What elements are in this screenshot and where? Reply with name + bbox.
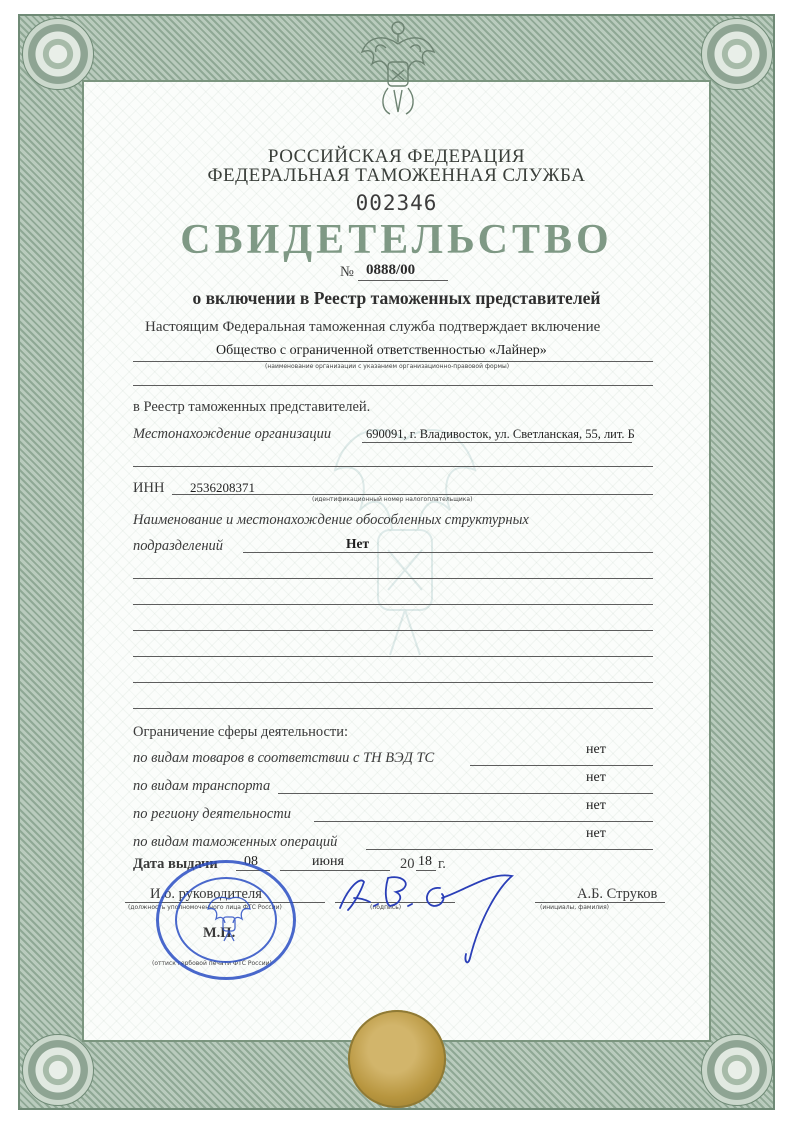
serial-number: 002346 — [355, 191, 438, 215]
intro-text: Настоящим Федеральная таможенная служба подтверждает включение — [145, 319, 601, 335]
location-value: 690091, г. Владивосток, ул. Светланская, 55, лит. Б — [366, 427, 635, 441]
restriction-region-value: нет — [586, 798, 606, 813]
branches-value: Нет — [346, 536, 370, 551]
restriction-goods-underline — [470, 765, 653, 766]
issue-month: июня — [312, 854, 344, 869]
seal-place-label: М.П. — [203, 925, 236, 941]
restriction-operations-label: по видам таможенных операций — [133, 834, 338, 850]
issue-year-suffix: 18 — [418, 854, 432, 869]
restriction-goods-value: нет — [586, 742, 606, 757]
location-underline — [362, 442, 632, 443]
double-headed-eagle-emblem-icon — [358, 18, 438, 118]
inn-underline — [172, 494, 653, 495]
issue-year-prefix: 20 — [400, 856, 415, 872]
certificate-number: 0888/00 — [366, 262, 416, 278]
restriction-transport-value: нет — [586, 770, 606, 785]
issue-year-unit: г. — [438, 856, 446, 872]
branches-underline — [243, 552, 653, 553]
inn-hint: (идентификационный номер налогоплательщика) — [312, 496, 473, 503]
handwritten-signature — [330, 858, 530, 968]
position-hint: (должность уполномоченного лица ФТС России) — [128, 904, 282, 911]
blank-line — [133, 656, 653, 657]
branches-label-line1: Наименование и местонахождение обособленных структурных — [133, 512, 529, 528]
inn-value: 2536208371 — [190, 480, 255, 495]
number-underline — [358, 280, 448, 281]
header-service-name: ФЕДЕРАЛЬНАЯ ТАМОЖЕННАЯ СЛУЖБА — [207, 165, 586, 186]
org-name-underline — [133, 361, 653, 362]
restriction-transport-underline — [278, 793, 653, 794]
restrictions-heading: Ограничение сферы деятельности: — [133, 724, 349, 740]
gold-seal-icon — [348, 1010, 446, 1108]
location-label: Местонахождение организации — [133, 426, 332, 442]
restriction-goods-label: по видам товаров в соответствии с ТН ВЭД ТС — [133, 750, 435, 766]
restriction-operations-underline — [366, 849, 653, 850]
name-hint: (инициалы, фамилия) — [540, 904, 610, 911]
issue-date-label: Дата выдачи — [133, 856, 218, 872]
restriction-transport-label: по видам транспорта — [133, 778, 271, 794]
blank-line — [133, 630, 653, 631]
registry-text: в Реестр таможенных представителей. — [133, 399, 371, 415]
signatory-position: И.о. руководителя — [150, 886, 262, 902]
blank-line — [133, 708, 653, 709]
inn-label: ИНН — [133, 480, 165, 496]
location-underline-2 — [133, 466, 653, 467]
restriction-operations-value: нет — [586, 826, 606, 841]
issue-day: 08 — [244, 854, 258, 869]
restriction-region-underline — [314, 821, 653, 822]
official-stamp-icon — [156, 860, 296, 980]
branches-label-line2: подразделений — [133, 538, 224, 554]
seal-place-hint: (оттиск гербовой печати ФТС России) — [152, 960, 272, 967]
corner-rosette-icon — [701, 1034, 773, 1106]
header-state-name: РОССИЙСКАЯ ФЕДЕРАЦИЯ — [267, 146, 526, 167]
blank-line — [133, 578, 653, 579]
corner-rosette-icon — [701, 18, 773, 90]
document-subtitle: о включении в Реестр таможенных представителей — [192, 288, 601, 308]
document-title: СВИДЕТЕЛЬСТВО — [180, 217, 613, 263]
signatory-name: А.Б. Струков — [577, 886, 658, 902]
corner-rosette-icon — [22, 1034, 94, 1106]
restriction-region-label: по региону деятельности — [133, 806, 291, 822]
blank-line — [133, 682, 653, 683]
org-name-hint: (наименование организации с указанием организационно-правовой формы) — [265, 363, 510, 370]
number-sign: № — [340, 264, 354, 280]
organization-name: Общество с ограниченной ответственностью «Лайнер» — [216, 343, 547, 358]
corner-rosette-icon — [22, 18, 94, 90]
blank-line — [133, 604, 653, 605]
name-underline — [535, 902, 665, 903]
signature-hint: (подпись) — [370, 904, 402, 911]
org-name-underline-2 — [133, 385, 653, 386]
